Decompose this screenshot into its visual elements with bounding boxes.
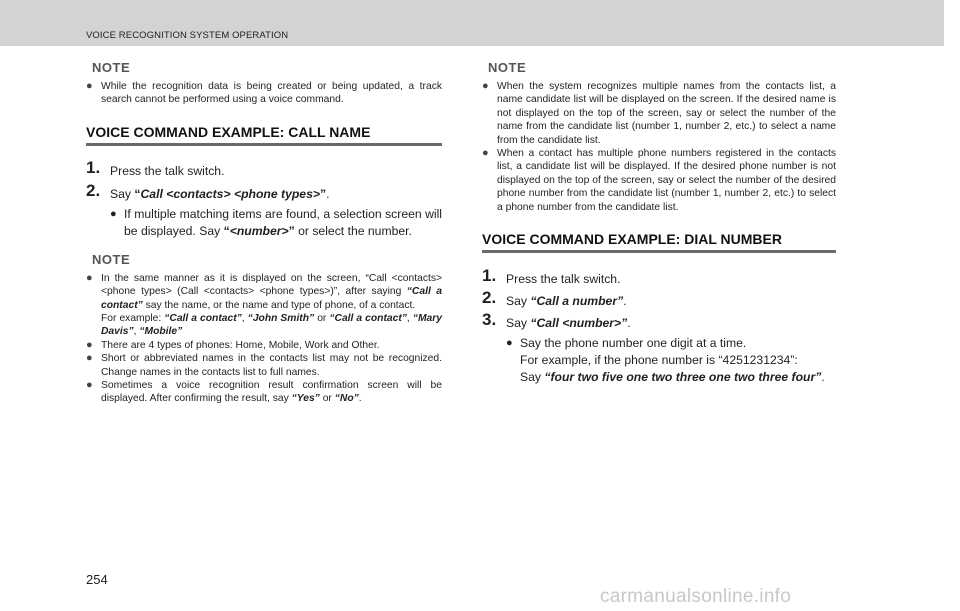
sub-text-end: . <box>821 370 825 385</box>
sub-item <box>482 335 836 386</box>
note-item <box>86 352 442 379</box>
bullet-icon: ● <box>110 207 117 220</box>
bullet-icon: ● <box>86 271 93 284</box>
voice-command: “Call a contact” <box>329 313 407 325</box>
watermark: carmanualsonline.info <box>600 586 792 607</box>
step-number: 3. <box>482 310 497 330</box>
note-text: say the name, or the name and type of phone, of a contact. <box>142 299 416 311</box>
voice-command: “four two five one two three one two three four” <box>544 370 822 385</box>
voice-command: “Mary Davis” <box>101 313 442 338</box>
quote-mark: “ <box>223 223 230 238</box>
note-text: When the system recognizes multiple names from the contacts list, a name candidate list will be displayed on the screen. If the desired name is not displayed on the top of the screen, say or select the number of the name from the candidate list (number 1, number 2, etc.) to select a name from the candidate list. <box>497 81 836 146</box>
note-title: NOTE <box>92 251 131 267</box>
voice-command: “Yes” <box>291 393 320 405</box>
voice-command: Call <contacts> <phone types> <box>140 186 320 201</box>
voice-command: “No” <box>334 393 359 405</box>
sub-text: or select the number. <box>294 223 412 238</box>
bullet-icon: ● <box>86 379 93 392</box>
note-text: or <box>319 393 335 405</box>
note-text: Short or abbreviated names in the contacts list may not be recognized. Change names in the contacts list to full names. <box>101 353 442 378</box>
step-text: Say <box>506 316 531 331</box>
section-title: VOICE COMMAND EXAMPLE: CALL NAME <box>86 123 371 140</box>
bullet-icon: ● <box>482 147 489 160</box>
note-item <box>86 339 442 352</box>
separator: , <box>406 313 413 325</box>
bullet-icon: ● <box>86 338 93 351</box>
sub-text: For example, if the phone number is “4251231234”: <box>520 353 798 368</box>
sub-text: Say the phone number one digit at a time. <box>520 336 747 351</box>
note-title: NOTE <box>92 60 131 75</box>
step-number: 1. <box>482 266 497 286</box>
note-item <box>86 80 442 107</box>
bullet-icon: ● <box>482 80 489 92</box>
note-text: Sometimes a voice recognition result confirmation screen will be displayed. After confirming the result, say <box>101 380 442 405</box>
step-text: Say <box>506 294 531 309</box>
note-text: In the same manner as it is displayed on the screen, “Call <contacts> <phone types> (Call <contacts> <phone types>)”, after saying <box>101 272 442 298</box>
voice-command: “Call a number” <box>530 294 624 309</box>
bullet-icon: ● <box>86 352 93 365</box>
step-2 <box>86 180 442 202</box>
quote-mark: ” <box>288 223 295 238</box>
note-item <box>482 147 836 214</box>
note-title: NOTE <box>488 60 527 75</box>
step-number: 1. <box>86 157 101 177</box>
step-1 <box>482 266 836 287</box>
page-number: 254 <box>86 572 108 587</box>
quote-mark: “ <box>134 186 141 201</box>
voice-command: “Call <number>” <box>530 316 628 331</box>
sub-text: Say <box>520 370 545 385</box>
voice-command: “Call a contact” <box>164 313 242 325</box>
right-column <box>482 46 836 386</box>
step-text: Press the talk switch. <box>506 272 621 287</box>
sub-text: If multiple matching items are found, a selection screen will be displayed. Say <box>124 206 442 238</box>
step-1 <box>86 157 442 179</box>
voice-command: “John Smith” <box>247 313 315 325</box>
note-item <box>482 80 836 147</box>
header-title: VOICE RECOGNITION SYSTEM OPERATION <box>86 30 289 41</box>
step-3 <box>482 310 836 331</box>
step-text: Press the talk switch. <box>110 163 225 178</box>
step-text-end: . <box>627 316 631 331</box>
voice-command: “Call a contact” <box>101 286 442 311</box>
step-number: 2. <box>482 288 497 308</box>
separator: , <box>133 326 140 338</box>
note-text: There are 4 types of phones: Home, Mobile, Work and Other. <box>101 339 380 351</box>
step-text: Say <box>110 186 135 201</box>
bullet-icon: ● <box>86 80 93 92</box>
section-title: VOICE COMMAND EXAMPLE: DIAL NUMBER <box>482 231 782 248</box>
quote-mark: ” <box>319 186 327 201</box>
step-number: 2. <box>86 180 101 200</box>
step-text-end: . <box>623 294 627 309</box>
note-text: For example: <box>101 313 165 325</box>
left-column <box>86 46 442 406</box>
sub-item <box>86 206 442 240</box>
note-item <box>86 272 442 339</box>
voice-command: <number> <box>229 223 289 238</box>
note-item <box>86 379 442 406</box>
note-text: When a contact has multiple phone numbers registered in the contacts list, a candidate list will be displayed. If the desired phone number is not displayed on the top of the screen, say or select the number of the desired phone number from the candidate list (number 1, number 2, etc.) to select a phone number from the candidate list. <box>497 148 836 213</box>
voice-command: “Mobile” <box>139 326 183 338</box>
separator: or <box>314 313 330 325</box>
separator: , <box>241 313 248 325</box>
header-band <box>0 0 944 46</box>
note-text: . <box>358 393 362 405</box>
step-text-end: . <box>326 186 330 201</box>
step-2 <box>482 288 836 309</box>
bullet-icon: ● <box>506 337 513 350</box>
note-text: While the recognition data is being created or being updated, a track search cannot be performed using a voice command. <box>101 81 442 106</box>
